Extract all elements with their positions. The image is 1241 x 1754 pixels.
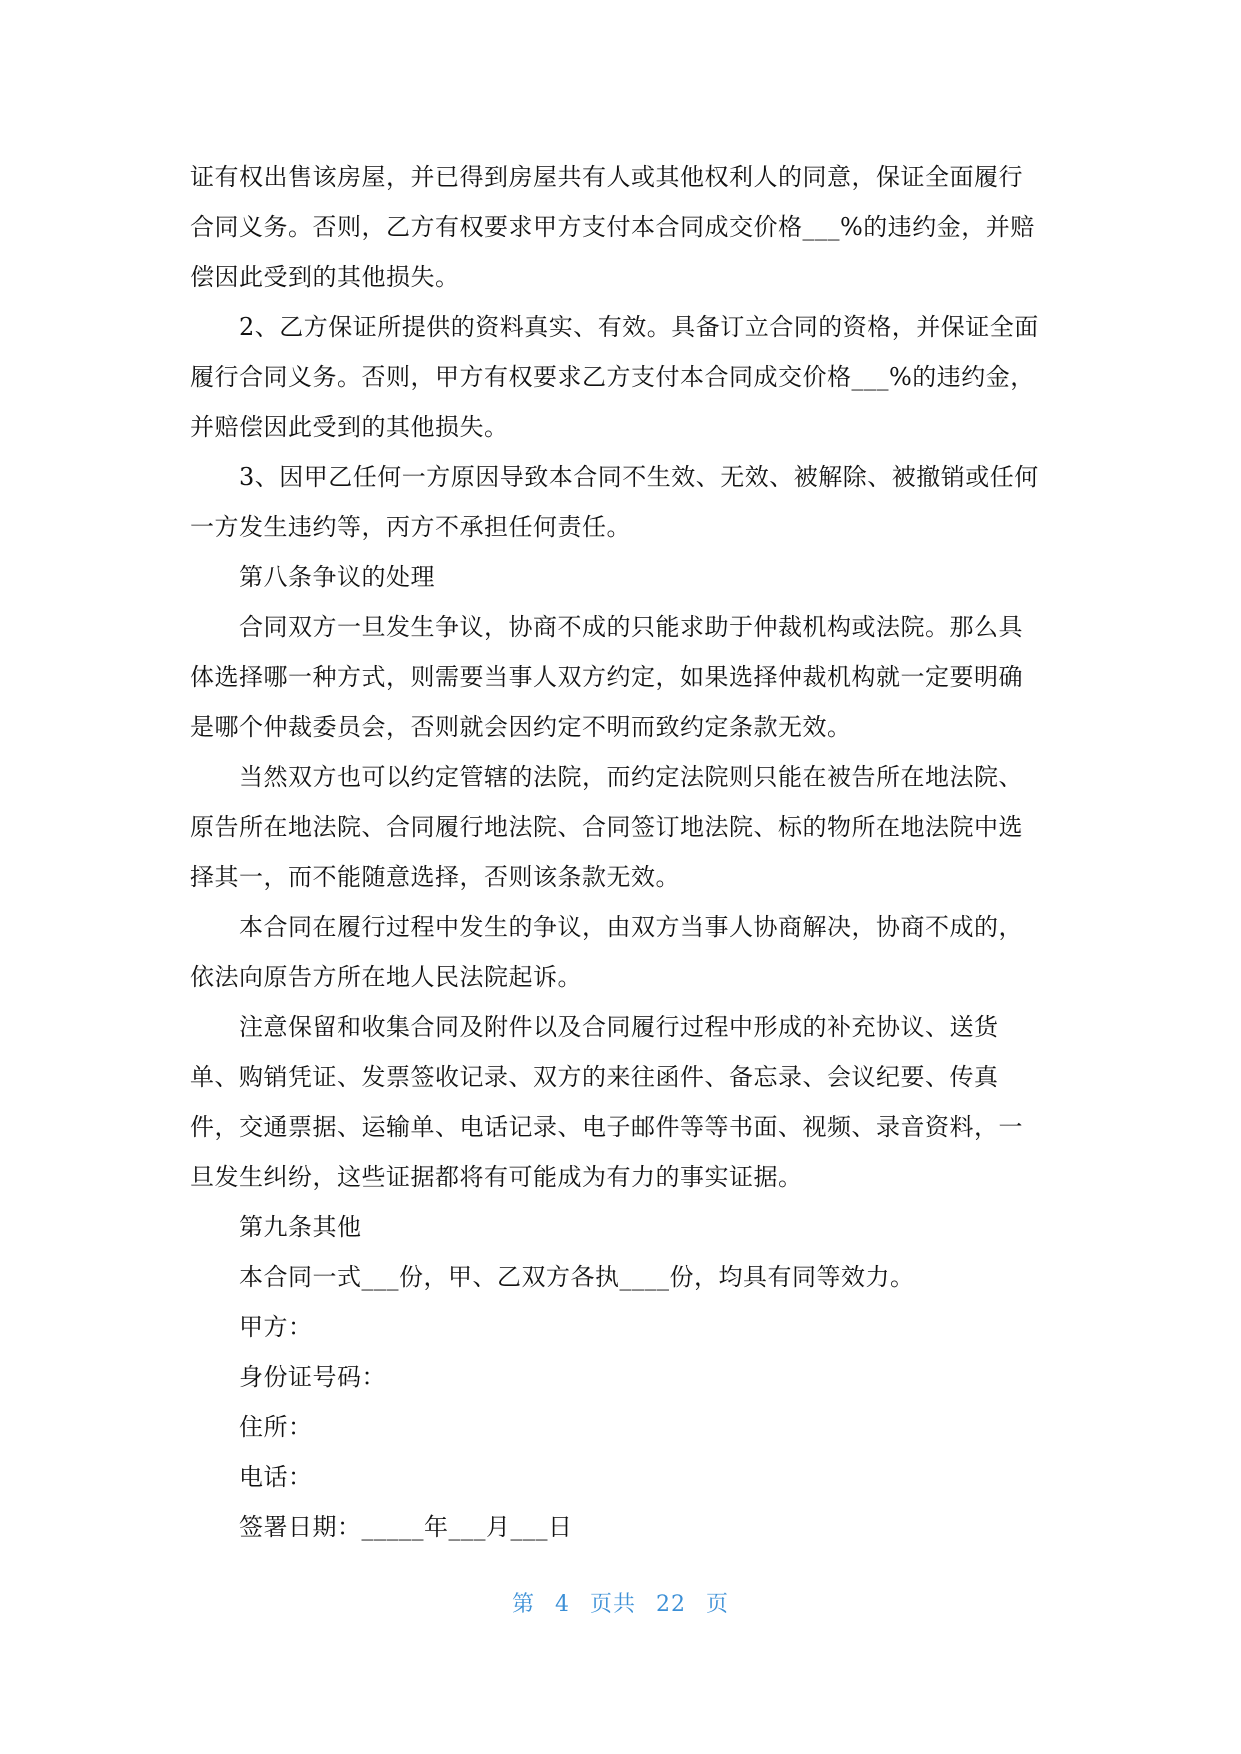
text-line: 择其一，而不能随意选择，否则该条款无效。 [190,863,680,891]
signing-date-label: 签署日期：_____年___月___日 [239,1513,573,1541]
id-number-label: 身份证号码： [239,1363,386,1391]
article-8-heading: 第八条争议的处理 [239,563,435,591]
article-9-heading: 第九条其他 [239,1213,362,1241]
text-line: 履行合同义务。否则，甲方有权要求乙方支付本合同成交价格___%的违约金， [190,363,1035,391]
address-label: 住所： [239,1413,313,1441]
text-line: 件，交通票据、运输单、电话记录、电子邮件等等书面、视频、录音资料，一 [190,1113,1023,1141]
text-line: 合同义务。否则，乙方有权要求甲方支付本合同成交价格___%的违约金，并赔 [190,213,1035,241]
text-line: 一方发生违约等，丙方不承担任何责任。 [190,513,631,541]
text-line: 旦发生纠纷，这些证据都将有可能成为有力的事实证据。 [190,1163,803,1191]
copies-clause: 本合同一式___份，甲、乙双方各执____份，均具有同等效力。 [239,1263,915,1291]
paragraph-line: 当然双方也可以约定管辖的法院，而约定法院则只能在被告所在地法院、 [239,763,1023,791]
text-line: 是哪个仲裁委员会，否则就会因约定不明而致约定条款无效。 [190,713,852,741]
text-line: 偿因此受到的其他损失。 [190,263,460,291]
phone-label: 电话： [239,1463,313,1491]
text-line: 原告所在地法院、合同履行地法院、合同签订地法院、标的物所在地法院中选 [190,813,1023,841]
footer-prefix: 第 [511,1592,535,1617]
paragraph-line: 合同双方一旦发生争议，协商不成的只能求助于仲裁机构或法院。那么具 [239,613,1023,641]
clause-3-line: 3、因甲乙任何一方原因导致本合同不生效、无效、被解除、被撤销或任何 [239,463,1039,491]
text-line: 证有权出售该房屋，并已得到房屋共有人或其他权利人的同意，保证全面履行 [190,163,1023,191]
party-a-label: 甲方： [239,1313,313,1341]
footer-suffix: 页 [706,1592,730,1617]
paragraph-line: 本合同在履行过程中发生的争议，由双方当事人协商解决，协商不成的， [239,913,1023,941]
page-number-footer [0,1590,1241,1620]
document-body [190,152,1062,1552]
text-line: 单、购销凭证、发票签收记录、双方的来往函件、备忘录、会议纪要、传真 [190,1063,999,1091]
text-line: 依法向原告方所在地人民法院起诉。 [190,963,582,991]
footer-middle: 页共 [589,1592,636,1617]
text-line: 体选择哪一种方式，则需要当事人双方约定，如果选择仲裁机构就一定要明确 [190,663,1023,691]
total-page-count: 22 [656,1592,686,1617]
text-line: 并赔偿因此受到的其他损失。 [190,413,509,441]
clause-2-line: 2、乙方保证所提供的资料真实、有效。具备订立合同的资格，并保证全面 [239,313,1039,341]
current-page-number: 4 [554,1592,570,1617]
paragraph-line: 注意保留和收集合同及附件以及合同履行过程中形成的补充协议、送货 [239,1013,999,1041]
